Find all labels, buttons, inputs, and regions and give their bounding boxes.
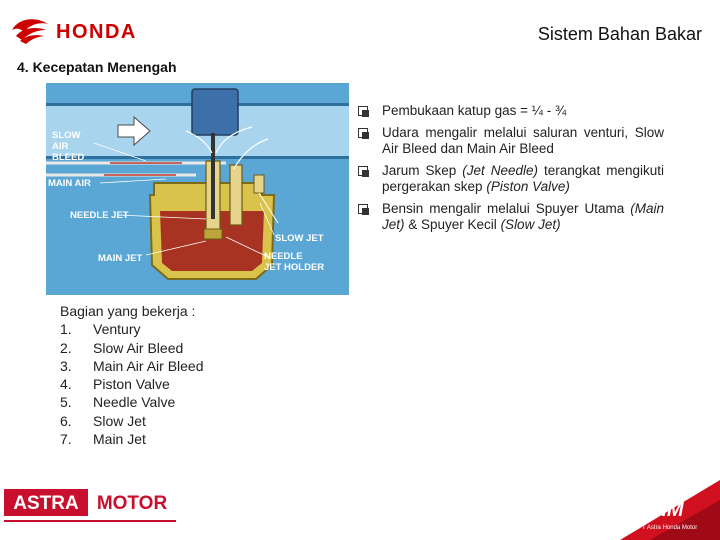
checkbox-bullet-icon	[358, 204, 368, 214]
astra-motor-logo	[4, 489, 176, 516]
label-jet-holder: JET HOLDER	[264, 262, 325, 273]
bullet-text: Bensin mengalir melalui Spuyer Utama	[382, 201, 631, 216]
working-part-item	[60, 430, 204, 448]
label-slow: SLOW	[52, 130, 81, 141]
honda-logo	[8, 10, 183, 50]
ahm-wordmark: AHM	[638, 499, 684, 521]
working-part-label: Needle Valve	[93, 394, 176, 411]
working-parts-heading: Bagian yang bekerja :	[60, 303, 196, 319]
bullet-item	[356, 163, 664, 195]
bullet-text: & Spuyer Kecil	[404, 217, 501, 232]
working-part-number: 7.	[60, 431, 72, 448]
carburetor-diagram	[46, 83, 349, 295]
working-part-number: 4.	[60, 376, 72, 393]
working-part-item	[60, 339, 204, 357]
working-part-number: 5.	[60, 394, 72, 411]
checkbox-bullet-icon	[358, 166, 368, 176]
slide-title: Sistem Bahan Bakar	[537, 24, 702, 44]
working-parts-list	[60, 302, 204, 448]
working-part-number: 1.	[60, 321, 72, 338]
working-part-number: 2.	[60, 339, 72, 356]
working-part-item	[60, 393, 204, 411]
label-air: AIR	[52, 141, 69, 152]
ahm-caption: PT Astra Honda Motor	[638, 525, 698, 531]
jet-needle	[211, 133, 215, 219]
working-part-label: Main Air Air Bleed	[93, 357, 204, 374]
label-needle-jet: NEEDLE JET	[70, 210, 129, 221]
label-main-jet: MAIN JET	[98, 253, 143, 264]
working-part-number: 3.	[60, 357, 72, 374]
motor-word: MOTOR	[96, 493, 168, 514]
honda-wing-icon	[12, 19, 48, 44]
label-bleed: BLEED	[52, 152, 85, 163]
bullet-text: (Slow Jet)	[500, 217, 561, 232]
working-part-item	[60, 357, 204, 375]
working-part-item	[60, 320, 204, 338]
footer-divider	[4, 520, 176, 522]
bullet-text: Jarum Skep	[382, 163, 463, 178]
working-part-label: Ventury	[93, 321, 141, 338]
working-part-item	[60, 375, 204, 393]
checkbox-bullet-icon	[358, 106, 368, 116]
bullet-text: (Jet Needle)	[462, 163, 538, 178]
ahm-logo	[580, 474, 720, 540]
working-part-label: Main Jet	[93, 431, 146, 448]
working-part-item	[60, 412, 204, 430]
bullet-item	[356, 201, 664, 233]
label-needle: NEEDLE	[264, 251, 303, 262]
working-part-number: 6.	[60, 412, 72, 429]
honda-wordmark: HONDA	[56, 21, 137, 43]
bullet-item	[356, 125, 664, 157]
bullet-text: (Main Jet)	[382, 201, 664, 232]
working-part-label: Slow Air Bleed	[93, 339, 184, 356]
working-part-label: Slow Jet	[93, 412, 146, 429]
bullet-text: Pembukaan katup gas = ¼ - ¾	[382, 103, 567, 118]
label-slow-jet: SLOW JET	[275, 233, 324, 244]
piston-valve	[192, 89, 238, 135]
bullet-text: Udara mengalir melalui saluran venturi, Slow Air Bleed dan Main Air Bleed	[382, 125, 664, 156]
label-main-air: MAIN AIR	[48, 178, 91, 189]
astra-word: ASTRA	[13, 493, 79, 514]
checkbox-bullet-icon	[358, 128, 368, 138]
section-title: 4. Kecepatan Menengah	[17, 59, 177, 75]
working-part-label: Piston Valve	[93, 376, 170, 393]
bullet-text: (Piston Valve)	[486, 179, 570, 194]
bullet-text: terangkat mengikuti pergerakan skep	[382, 163, 664, 194]
bullet-list	[356, 103, 664, 239]
bullet-item	[356, 103, 664, 119]
